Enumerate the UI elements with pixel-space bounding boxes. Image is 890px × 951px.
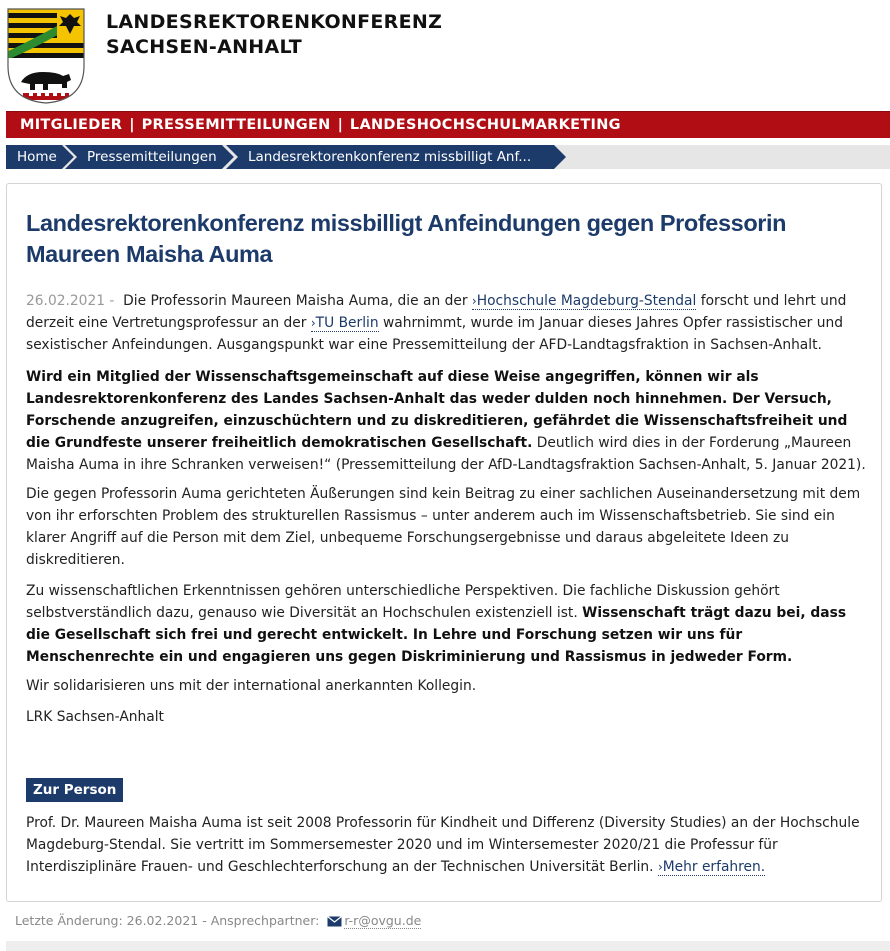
article-signature: LRK Sachsen-Anhalt: [26, 709, 164, 725]
mail-icon: [327, 916, 342, 927]
article-date: 26.02.2021 -: [26, 293, 115, 309]
breadcrumb-pressemitteilungen[interactable]: Pressemitteilungen: [87, 149, 217, 165]
nav-separator: |: [337, 117, 343, 133]
main-navigation: [6, 111, 890, 138]
breadcrumb-home[interactable]: Home: [17, 149, 57, 165]
paragraph-text: Prof. Dr. Maureen Maisha Auma ist seit 2008 Professorin für Kindheit und Differenz (Diversity Studies) an der Hochschule Magdeburg-Stendal. Sie vertritt im Sommersemester 2020 und im Wintersemester 2020/21 die Professur für Interdisziplinäre Frauen- und Geschlechterforschung an der Technischen Universität Berlin.: [26, 815, 860, 875]
paragraph-bold-text: Wissenschaft trägt dazu bei, dass die Gesellschaft sich frei und gerecht entwickelt. In Lehre und Forschung setzen wir uns für Menschenrechte ein und engagieren uns gegen Diskriminierung und Rassismus in jedweder Form.: [26, 605, 847, 665]
link-text: Hochschule Magdeburg-Stendal: [476, 293, 697, 309]
nav-item-mitglieder[interactable]: MITGLIEDER: [20, 117, 123, 133]
chevron-right-icon: ›: [471, 294, 477, 308]
link-mehr-erfahren[interactable]: [658, 859, 765, 876]
bottom-bar: [6, 941, 890, 951]
organization-name[interactable]: [106, 10, 442, 60]
breadcrumb-current[interactable]: Landesrektorenkonferenz missbilligt Anf...: [248, 149, 532, 165]
article-paragraph-1: [26, 290, 871, 356]
article-paragraph-3: Die gegen Professorin Auma gerichteten Äußerungen sind kein Beitrag zu einer sachlichen Auseinandersetzung mit dem von ihr erforschten Problem des strukturellen Rassismus – unter anderem auch im Wissenschaftsbetrieb. Sie sind ein klarer Angriff auf die Person mit dem Ziel, unbequeme Forschungsergebnisse und daraus abgeleitete Ideen zu diskreditieren.: [26, 486, 861, 568]
paragraph-text: Zu wissenschaftlichen Erkenntnissen gehören unterschiedliche Perspektiven. Die fachliche Diskussion gehört selbstverständlich dazu, genauso wie Diversität an Hochschulen existenziell ist.: [26, 583, 780, 621]
paragraph-text: forscht und lehrt und derzeit eine Vertretungsprofessur an der: [26, 293, 847, 331]
breadcrumb: [6, 145, 890, 169]
site-header: [0, 0, 890, 110]
link-text: Mehr erfahren.: [662, 859, 766, 875]
person-paragraph: [26, 812, 871, 878]
paragraph-text: wahrnimmt, wurde im Januar dieses Jahres Opfer rassistischer und sexistischer Anfeindungen. Ausgangspunkt war eine Pressemitteilung der AFD-Landtagsfraktion in Sachsen-Anhalt.: [26, 315, 843, 353]
org-name-line1: LANDESREKTORENKONFERENZ: [106, 11, 443, 33]
nav-separator: |: [129, 117, 135, 133]
article-paragraph-4: [26, 580, 871, 668]
coat-of-arms-icon[interactable]: [7, 8, 85, 104]
page-footer: [15, 913, 421, 928]
article-title: Landesrektorenkonferenz missbilligt Anfeindungen gegen Professorin Maureen Maisha Auma: [26, 210, 787, 267]
chevron-right-icon: ›: [657, 860, 663, 874]
contact-email-link[interactable]: r-r@ovgu.de: [344, 913, 422, 928]
section-heading-zur-person: Zur Person: [26, 778, 123, 802]
paragraph-text: Die Professorin Maureen Maisha Auma, die an der: [123, 293, 468, 309]
last-change-text: Letzte Änderung: 26.02.2021 - Ansprechpartner:: [15, 913, 320, 928]
article-paragraph-2: [26, 366, 871, 476]
link-hochschule-magdeburg-stendal[interactable]: [472, 293, 696, 310]
link-tu-berlin[interactable]: [311, 315, 379, 332]
paragraph-text: Deutlich wird dies in der Forderung „Maureen Maisha Auma in ihre Schranken verweisen!“ (Pressemitteilung der AfD-Landtagsfraktion Sachsen-Anhalt, 5. Januar 2021).: [26, 435, 866, 473]
org-name-line2: SACHSEN-ANHALT: [106, 36, 303, 58]
nav-item-landeshochschulmarketing[interactable]: LANDESHOCHSCHULMARKETING: [349, 117, 621, 133]
article-container: [6, 183, 882, 902]
chevron-right-icon: ›: [310, 316, 316, 330]
paragraph-bold-text: Wird ein Mitglied der Wissenschaftsgemeinschaft auf diese Weise angegriffen, können wir als Landesrektorenkonferenz des Landes Sachsen-Anhalt das weder dulden noch hinnehmen. Der Versuch, Forschende anzugreifen, einzuschüchtern und zu diskreditieren, gefährdet die Wissenschaftsfreiheit und die Grundfeste unserer freiheitlich demokratischen Gesellschaft.: [26, 369, 848, 451]
nav-item-pressemitteilungen[interactable]: PRESSEMITTEILUNGEN: [141, 117, 331, 133]
article-paragraph-5: Wir solidarisieren uns mit der international anerkannten Kollegin.: [26, 678, 477, 694]
link-text: TU Berlin: [315, 315, 379, 331]
